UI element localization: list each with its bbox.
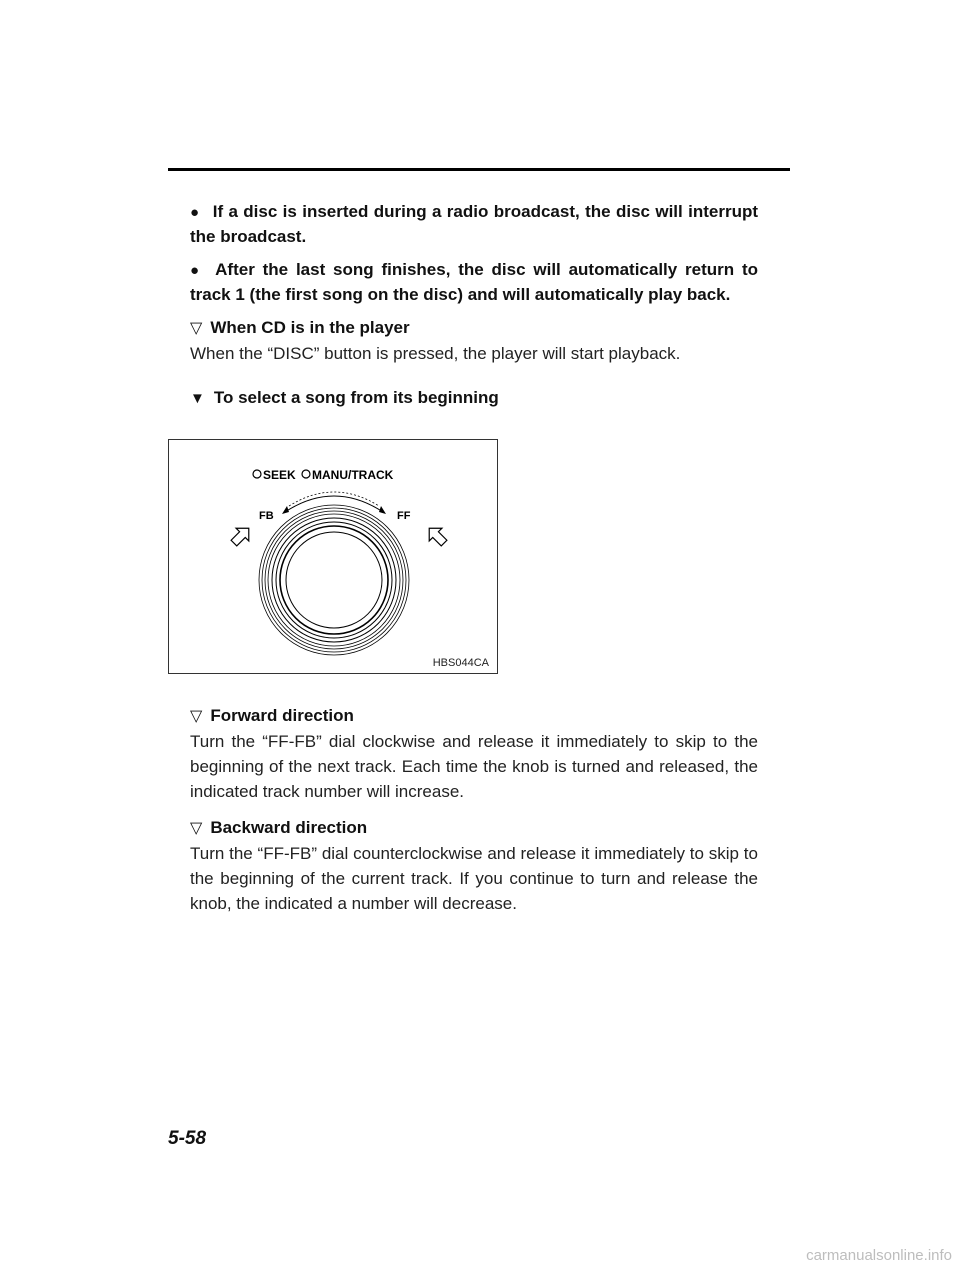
- bullet-icon: ●: [190, 204, 200, 221]
- forward-text: Turn the “FF-FB” dial clockwise and release it immediately to skip to the beginning of the next track. Each time the knob is turned and released, the indicated track number will increase.: [190, 732, 758, 801]
- seek-indicator-icon: [253, 470, 261, 478]
- note-2: ● After the last song finishes, the disc will automatically return to track 1 (the first song on the disc) and will automatically play back.: [190, 260, 759, 304]
- figure-code: HBS044CA: [432, 657, 489, 669]
- dial-arc-ticks: [289, 492, 379, 506]
- main-content: [190, 200, 758, 411]
- dial-knob: [259, 505, 409, 655]
- backward-text: Turn the “FF-FB” dial counterclockwise and release it immediately to skip to the beginning of the current track. If you continue to turn and release the knob, the indicated a number will decrease.: [190, 844, 758, 913]
- ff-label: FF: [397, 510, 411, 522]
- arc-arrow-left-icon: [282, 506, 289, 514]
- note-1: ● If a disc is inserted during a radio broadcast, the disc will interrupt the broadcast.: [190, 202, 758, 246]
- cd-in-player-text: When the “DISC” button is pressed, the player will start playback.: [190, 344, 681, 363]
- turn-right-arrow-icon: [423, 522, 451, 550]
- solid-triangle-icon: ▼: [190, 390, 205, 407]
- cd-in-player-heading: ▽ When CD is in the player: [190, 318, 410, 337]
- triangle-icon: ▽: [190, 820, 203, 837]
- page-number: 5-58: [168, 1128, 207, 1149]
- watermark: carmanualsonline.info: [806, 1247, 952, 1264]
- seek-label: SEEK: [263, 468, 296, 482]
- arc-arrow-right-icon: [379, 506, 386, 514]
- section-title: ▼ To select a song from its beginning: [190, 388, 499, 407]
- backward-heading: ▽ Backward direction: [190, 818, 368, 837]
- dial-illustration: [169, 440, 499, 675]
- direction-content: [190, 704, 758, 916]
- manu-indicator-icon: [302, 470, 310, 478]
- dial-figure: [168, 439, 498, 674]
- turn-left-arrow-icon: [228, 522, 256, 550]
- manu-track-label: MANU/TRACK: [312, 468, 394, 482]
- triangle-icon: ▽: [190, 320, 203, 337]
- dial-arc: [285, 496, 383, 512]
- forward-heading: ▽ Forward direction: [190, 706, 354, 725]
- triangle-icon: ▽: [190, 708, 203, 725]
- top-rule: [168, 168, 790, 171]
- fb-label: FB: [259, 510, 274, 522]
- bullet-icon: ●: [190, 262, 203, 279]
